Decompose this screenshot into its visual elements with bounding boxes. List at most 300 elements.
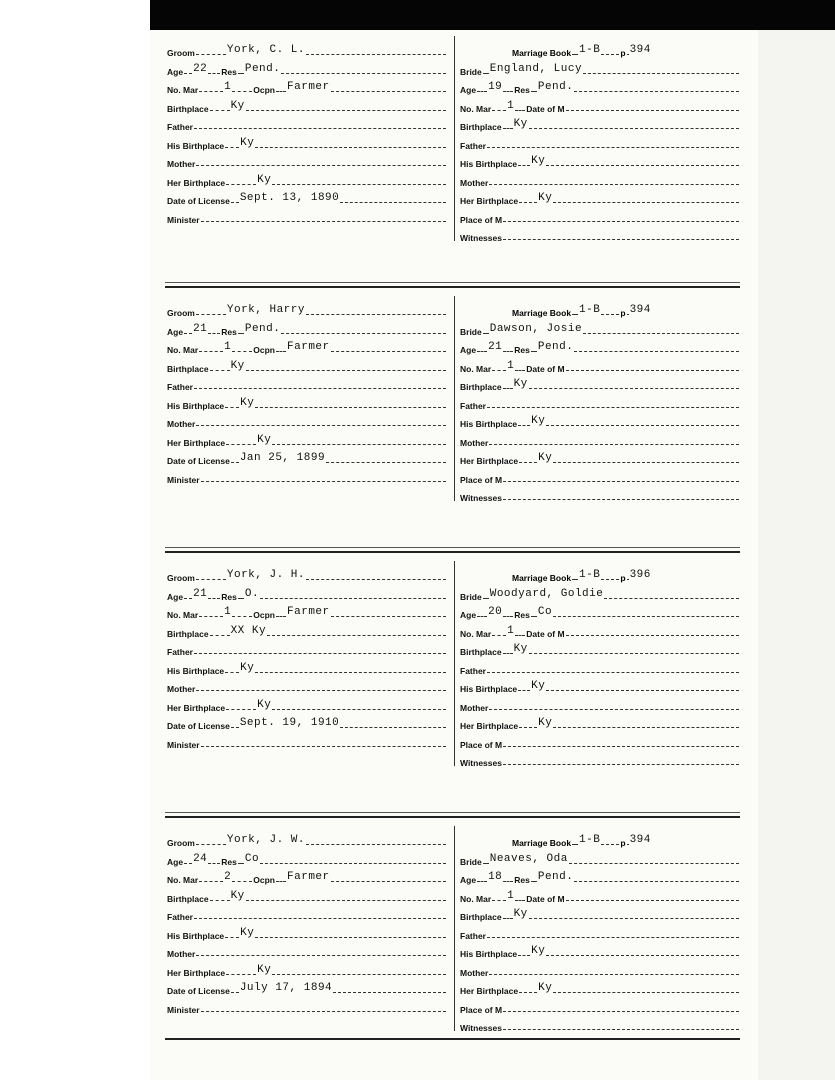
bride-name: Neaves, Oda — [489, 852, 568, 865]
fill-line — [601, 578, 619, 580]
groom-row — [167, 40, 447, 58]
groom-ocpn: Farmer — [287, 81, 330, 93]
fill-line — [529, 652, 739, 654]
fill-line — [331, 350, 446, 352]
bride-her-birthplace-row — [460, 188, 740, 206]
no-mar-label: No. Mar — [460, 363, 492, 374]
groom-ocpn: Farmer — [287, 871, 330, 883]
bride-age-row — [460, 337, 740, 355]
fill-line — [201, 1010, 446, 1012]
fill-line — [627, 843, 629, 845]
bride-res: Co — [537, 606, 553, 618]
minister-label: Minister — [167, 739, 200, 750]
father-label: Father — [167, 912, 193, 922]
fill-line — [231, 991, 239, 993]
marriage-book-label: Marriage Book — [512, 573, 572, 583]
birthplace-label: Birthplace — [167, 363, 209, 374]
his-birthplace-label: His Birthplace — [167, 930, 225, 941]
fill-line — [331, 880, 446, 882]
bride-no-mar: 1 — [507, 99, 515, 112]
bride-label: Bride — [460, 856, 482, 867]
card-divider-thin — [165, 812, 740, 813]
page-label: p — [620, 838, 626, 848]
bride-witnesses-row — [460, 485, 740, 503]
page-label: p — [620, 48, 626, 58]
bride-mar-row — [460, 621, 740, 639]
fill-line — [226, 443, 256, 445]
no-mar-label: No. Mar — [167, 610, 199, 620]
fill-line — [477, 880, 487, 882]
page-label: p — [620, 573, 626, 583]
page-value: 394 — [629, 834, 651, 846]
fill-line — [208, 72, 220, 74]
page-value: 394 — [629, 44, 651, 56]
fill-line — [627, 578, 629, 580]
groom-mar-row — [167, 77, 447, 95]
his-birthplace-label: His Birthplace — [460, 419, 518, 429]
bride-mar-row — [460, 96, 740, 114]
bride-her-birthplace-row — [460, 978, 740, 996]
fill-line — [503, 127, 513, 129]
fill-line — [194, 127, 446, 129]
fill-line — [184, 72, 192, 74]
fill-line — [503, 90, 513, 92]
groom-her-birthplace: Ky — [257, 173, 272, 186]
marriage-book-label: Marriage Book — [512, 308, 572, 318]
column-divider — [454, 296, 455, 501]
bride-mother-row — [460, 170, 740, 188]
groom-father-row — [167, 904, 447, 922]
bride-his-birthplace-row — [460, 941, 740, 959]
groom-mother-row — [167, 411, 447, 429]
fill-line — [201, 745, 446, 747]
bride-her-birthplace: Ky — [538, 192, 553, 204]
fill-line — [232, 350, 252, 352]
fill-line — [306, 843, 446, 845]
fill-line — [503, 498, 739, 500]
no-mar-label: No. Mar — [460, 893, 492, 904]
her-birthplace-label: Her Birthplace — [460, 986, 519, 996]
birthplace-label: Birthplace — [460, 647, 502, 657]
fill-line — [199, 615, 223, 617]
fill-line — [210, 109, 230, 111]
groom-res: Pend. — [244, 322, 281, 335]
fill-line — [184, 597, 192, 599]
groom-her-birthplace-row — [167, 430, 447, 448]
groom-age-row — [167, 849, 447, 867]
fill-line — [246, 899, 446, 901]
fill-line — [331, 90, 446, 92]
groom-his-birthplace: Ky — [240, 661, 255, 674]
groom-birthplace: Ky — [230, 99, 245, 112]
groom-date-of-license: Jan 25, 1899 — [239, 452, 326, 464]
card-divider — [165, 1038, 740, 1040]
bride-his-birthplace-row — [460, 151, 740, 169]
fill-line — [199, 880, 223, 882]
ocpn-label: Ocpn — [253, 85, 276, 95]
groom-age: 22 — [193, 62, 208, 75]
res-label: Res — [221, 66, 237, 77]
groom-mother-row — [167, 151, 447, 169]
his-birthplace-label: His Birthplace — [460, 159, 518, 169]
fill-line — [231, 201, 239, 203]
marriage-book-value: 1-B — [579, 44, 601, 56]
fill-line — [515, 899, 525, 901]
fill-line — [184, 332, 192, 334]
fill-line — [529, 917, 739, 919]
bride-mar-row — [460, 356, 740, 374]
no-mar-label: No. Mar — [460, 628, 492, 639]
fill-line — [492, 369, 506, 371]
res-label: Res — [514, 875, 530, 885]
page-label: p — [620, 308, 626, 318]
groom-minister-row — [167, 997, 447, 1015]
bride-his-birthplace: Ky — [531, 155, 546, 167]
date-of-license-label: Date of License — [167, 196, 230, 206]
fill-line — [210, 634, 230, 636]
bride-birthplace: Ky — [513, 908, 528, 920]
bride-his-birthplace: Ky — [531, 945, 546, 957]
fill-line — [503, 880, 513, 882]
mother-label: Mother — [167, 419, 196, 429]
bride-place-row — [460, 732, 740, 750]
fill-line — [601, 53, 619, 55]
fill-line — [194, 652, 446, 654]
column-divider — [454, 826, 455, 1031]
father-label: Father — [460, 665, 486, 676]
right-margin — [758, 30, 835, 1080]
fill-line — [515, 369, 525, 371]
bride-age-row — [460, 602, 740, 620]
groom-her-birthplace-row — [167, 170, 447, 188]
fill-line — [260, 862, 446, 864]
fill-line — [553, 726, 739, 728]
groom-row — [167, 830, 447, 848]
bride-birthplace: Ky — [513, 643, 528, 655]
fill-line — [519, 201, 537, 203]
res-label: Res — [514, 610, 530, 620]
fill-line — [208, 332, 220, 334]
minister-label: Minister — [167, 474, 200, 485]
marriage-book-label: Marriage Book — [512, 48, 572, 58]
place-of-m-label: Place of M — [460, 474, 503, 485]
bride-birthplace-row — [460, 639, 740, 657]
fill-line — [199, 90, 223, 92]
fill-line — [201, 480, 446, 482]
bride-mar-row — [460, 886, 740, 904]
fill-line — [232, 90, 252, 92]
mother-label: Mother — [460, 967, 489, 978]
fill-line — [489, 708, 739, 710]
bride-name: England, Lucy — [489, 62, 583, 75]
groom-mar-row — [167, 867, 447, 885]
place-of-m-label: Place of M — [460, 739, 503, 750]
her-birthplace-label: Her Birthplace — [460, 456, 519, 466]
father-label: Father — [460, 930, 486, 941]
fill-line — [566, 109, 739, 111]
fill-line — [272, 708, 446, 710]
groom-his-birthplace-row — [167, 923, 447, 941]
fill-line — [225, 406, 239, 408]
groom-age: 21 — [193, 322, 208, 335]
no-mar-label: No. Mar — [167, 875, 199, 885]
fill-line — [503, 1028, 739, 1030]
fill-line — [487, 936, 739, 938]
fill-line — [531, 880, 537, 882]
groom-license-row — [167, 188, 447, 206]
her-birthplace-label: Her Birthplace — [460, 721, 519, 731]
fill-line — [503, 615, 513, 617]
groom-name: York, Harry — [226, 304, 305, 316]
fill-line — [572, 578, 578, 580]
birthplace-label: Birthplace — [167, 103, 209, 114]
page-value: 396 — [629, 569, 651, 581]
groom-birthplace-row — [167, 96, 447, 114]
groom-age: 24 — [193, 852, 208, 865]
groom-date-of-license: Sept. 19, 1910 — [239, 717, 340, 729]
witnesses-label: Witnesses — [460, 758, 502, 768]
bride-label: Bride — [460, 591, 482, 602]
age-label: Age — [460, 610, 477, 620]
fill-line — [503, 220, 739, 222]
place-of-m-label: Place of M — [460, 1004, 503, 1015]
groom-mother-row — [167, 941, 447, 959]
bride-row — [460, 849, 740, 867]
groom-mar-row — [167, 337, 447, 355]
fill-line — [519, 726, 537, 728]
bride-witnesses-row — [460, 750, 740, 768]
fill-line — [281, 332, 446, 334]
fill-line — [574, 90, 739, 92]
column-divider — [454, 36, 455, 241]
fill-line — [226, 183, 256, 185]
groom-res: O. — [244, 587, 260, 600]
groom-her-birthplace: Ky — [257, 433, 272, 446]
fill-line — [546, 424, 739, 426]
father-label: Father — [167, 122, 193, 132]
bride-label: Bride — [460, 326, 482, 337]
groom-no-mar: 1 — [224, 606, 232, 618]
mother-label: Mother — [460, 702, 489, 713]
date-of-m-label: Date of M — [526, 363, 565, 374]
fill-line — [546, 689, 739, 691]
father-label: Father — [460, 140, 486, 151]
groom-birthplace-row — [167, 621, 447, 639]
groom-no-mar: 1 — [224, 341, 232, 353]
fill-line — [238, 862, 244, 864]
birthplace-label: Birthplace — [460, 382, 502, 392]
marriage-book-value: 1-B — [579, 304, 601, 316]
fill-line — [492, 109, 506, 111]
his-birthplace-label: His Birthplace — [167, 400, 225, 411]
witnesses-label: Witnesses — [460, 1023, 502, 1033]
fill-line — [583, 72, 739, 74]
fill-line — [196, 313, 226, 315]
no-mar-label: No. Mar — [460, 103, 492, 114]
father-label: Father — [167, 647, 193, 657]
fill-line — [627, 313, 629, 315]
fill-line — [572, 313, 578, 315]
card-divider-thin — [165, 547, 740, 548]
res-label: Res — [221, 326, 237, 337]
bride-birthplace: Ky — [513, 378, 528, 390]
bride-no-mar: 1 — [507, 359, 515, 372]
fill-line — [226, 708, 256, 710]
groom-no-mar: 2 — [224, 871, 232, 883]
minister-label: Minister — [167, 214, 200, 225]
card-divider-thin — [165, 282, 740, 283]
fill-line — [572, 53, 578, 55]
fill-line — [231, 726, 239, 728]
fill-line — [546, 954, 739, 956]
marriage-book-row — [512, 300, 722, 318]
fill-line — [503, 480, 739, 482]
birthplace-label: Birthplace — [167, 628, 209, 639]
groom-date-of-license: Sept. 13, 1890 — [239, 192, 340, 204]
her-birthplace-label: Her Birthplace — [167, 702, 226, 713]
bride-mother-row — [460, 960, 740, 978]
his-birthplace-label: His Birthplace — [167, 140, 225, 151]
fill-line — [503, 238, 739, 240]
bride-father-row — [460, 923, 740, 941]
fill-line — [503, 763, 739, 765]
bride-age: 18 — [488, 871, 503, 883]
fill-line — [487, 406, 739, 408]
fill-line — [503, 652, 513, 654]
bride-age: 20 — [488, 606, 503, 618]
groom-father-row — [167, 114, 447, 132]
left-margin — [0, 0, 150, 1080]
groom-mother-row — [167, 676, 447, 694]
groom-minister-row — [167, 732, 447, 750]
groom-age-row — [167, 59, 447, 77]
mother-label: Mother — [167, 159, 196, 169]
fill-line — [199, 350, 223, 352]
bride-no-mar: 1 — [507, 889, 515, 902]
date-of-m-label: Date of M — [526, 103, 565, 114]
groom-her-birthplace-row — [167, 960, 447, 978]
fill-line — [566, 899, 739, 901]
fill-line — [276, 880, 286, 882]
fill-line — [225, 936, 239, 938]
fill-line — [184, 862, 192, 864]
groom-no-mar: 1 — [224, 81, 232, 93]
fill-line — [503, 387, 513, 389]
fill-line — [232, 880, 252, 882]
fill-line — [208, 862, 220, 864]
fill-line — [518, 954, 530, 956]
fill-line — [531, 90, 537, 92]
date-of-m-label: Date of M — [526, 628, 565, 639]
marriage-book-label: Marriage Book — [512, 838, 572, 848]
bride-age-row — [460, 867, 740, 885]
groom-her-birthplace-row — [167, 695, 447, 713]
her-birthplace-label: Her Birthplace — [460, 196, 519, 206]
fill-line — [583, 332, 739, 334]
fill-line — [503, 745, 739, 747]
mother-label: Mother — [167, 684, 196, 694]
fill-line — [196, 689, 446, 691]
fill-line — [489, 443, 739, 445]
fill-line — [487, 671, 739, 673]
fill-line — [196, 843, 226, 845]
her-birthplace-label: Her Birthplace — [167, 177, 226, 188]
fill-line — [260, 597, 446, 599]
groom-father-row — [167, 374, 447, 392]
fill-line — [518, 424, 530, 426]
bride-age: 19 — [488, 81, 503, 93]
fill-line — [196, 53, 226, 55]
groom-his-birthplace-row — [167, 133, 447, 151]
fill-line — [196, 164, 446, 166]
fill-line — [306, 53, 446, 55]
her-birthplace-label: Her Birthplace — [167, 967, 226, 978]
groom-his-birthplace: Ky — [240, 136, 255, 149]
birthplace-label: Birthplace — [460, 122, 502, 132]
fill-line — [232, 615, 252, 617]
groom-ocpn: Farmer — [287, 341, 330, 353]
fill-line — [255, 671, 446, 673]
fill-line — [238, 72, 244, 74]
bride-age-row — [460, 77, 740, 95]
groom-minister-row — [167, 207, 447, 225]
groom-res: Co — [244, 852, 260, 865]
ocpn-label: Ocpn — [253, 345, 276, 355]
bride-her-birthplace-row — [460, 448, 740, 466]
fill-line — [518, 164, 530, 166]
bride-row — [460, 319, 740, 337]
groom-name: York, J. W. — [226, 834, 305, 846]
bride-mother-row — [460, 430, 740, 448]
father-label: Father — [460, 400, 486, 411]
fill-line — [201, 220, 446, 222]
fill-line — [226, 973, 256, 975]
mother-label: Mother — [167, 949, 196, 959]
no-mar-label: No. Mar — [167, 85, 199, 95]
groom-age: 21 — [193, 587, 208, 600]
marriage-book-row — [512, 565, 722, 583]
date-of-license-label: Date of License — [167, 456, 230, 466]
fill-line — [574, 350, 739, 352]
column-divider — [454, 561, 455, 766]
no-mar-label: No. Mar — [167, 345, 199, 355]
bride-age: 21 — [488, 341, 503, 353]
fill-line — [306, 313, 446, 315]
bride-his-birthplace: Ky — [531, 415, 546, 427]
groom-name: York, J. H. — [226, 569, 305, 581]
fill-line — [529, 387, 739, 389]
groom-birthplace: XX Ky — [230, 624, 267, 637]
ocpn-label: Ocpn — [253, 875, 276, 885]
witnesses-label: Witnesses — [460, 233, 502, 243]
marriage-book-value: 1-B — [579, 834, 601, 846]
fill-line — [231, 461, 239, 463]
groom-label: Groom — [167, 838, 195, 848]
fill-line — [255, 406, 446, 408]
groom-minister-row — [167, 467, 447, 485]
groom-age-row — [167, 584, 447, 602]
age-label: Age — [167, 856, 184, 867]
bride-her-birthplace-row — [460, 713, 740, 731]
age-label: Age — [460, 85, 477, 95]
bride-father-row — [460, 133, 740, 151]
witnesses-label: Witnesses — [460, 493, 502, 503]
page-value: 394 — [629, 304, 651, 316]
fill-line — [272, 973, 446, 975]
fill-line — [326, 461, 446, 463]
fill-line — [238, 332, 244, 334]
date-of-license-label: Date of License — [167, 721, 230, 731]
